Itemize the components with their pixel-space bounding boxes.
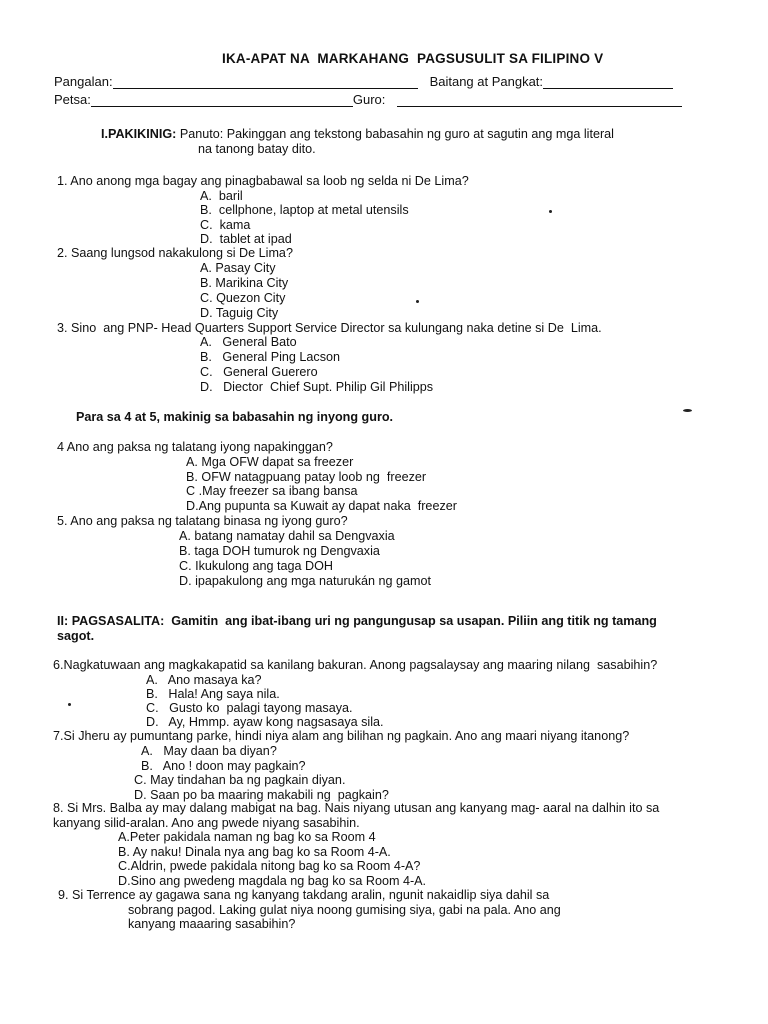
section2-instruction: [57, 614, 657, 629]
section1-instruction-cont: na tanong batay dito.: [198, 142, 316, 156]
q2-choice-b[interactable]: B. Marikina City: [200, 276, 289, 290]
date-label: Petsa:: [54, 92, 91, 107]
scan-speck: [68, 703, 71, 706]
q8-choice-c[interactable]: C.Aldrin, pwede pakidala nitong bag ko sa Room 4-A?: [118, 859, 421, 873]
question-3: 3. Sino ang PNP- Head Quarters Support Service Director sa kulungang naka detine si De Lima.: [57, 321, 602, 335]
section2-heading: II: PAGSASALITA:: [57, 614, 165, 628]
q1-choice-d[interactable]: D. tablet at ipad: [200, 232, 292, 246]
q4-choice-d[interactable]: D.Ang pupunta sa Kuwait ay dapat naka freezer: [186, 499, 457, 513]
section2-instruction-cont: sagot.: [57, 629, 95, 643]
question-1: 1. Ano anong mga bagay ang pinagbabawal sa loob ng selda ni De Lima?: [57, 174, 469, 188]
question-6: 6.Nagkatuwaan ang magkakapatid sa kanilang bakuran. Anong pagsalaysay ang maaring nilang sasabihin?: [53, 658, 658, 672]
question-8: 8. Si Mrs. Balba ay may dalang mabigat na bag. Nais niyang utusan ang kanyang mag- aaral na dalhin ito sa: [53, 801, 660, 815]
question-9-cont: sobrang pagod. Laking gulat niya noong gumising siya, gabi na pala. Ano ang: [128, 903, 561, 917]
teacher-label: Guro:: [352, 92, 386, 107]
date-teacher-row: [54, 92, 682, 107]
q6-choice-a[interactable]: A. Ano masaya ka?: [146, 673, 262, 687]
q6-choice-b[interactable]: B. Hala! Ang saya nila.: [146, 687, 280, 701]
question-4: 4 Ano ang paksa ng talatang iyong napakinggan?: [57, 440, 333, 454]
q5-choice-a[interactable]: A. batang namatay dahil sa Dengvaxia: [179, 529, 395, 543]
q1-choice-a[interactable]: A. baril: [200, 189, 243, 203]
q2-choice-d[interactable]: D. Taguig City: [200, 306, 279, 320]
question-2: 2. Saang lungsod nakakulong si De Lima?: [57, 246, 293, 260]
name-grade-row: [54, 74, 673, 89]
q1-choice-b[interactable]: B. cellphone, laptop at metal utensils: [200, 203, 409, 217]
question-8-cont: kanyang silid-aralan. Ano ang pwede niyang sasabihin.: [53, 816, 360, 830]
q3-choice-b[interactable]: B. General Ping Lacson: [200, 350, 341, 364]
q8-choice-d[interactable]: D.Sino ang pwedeng magdala ng bag ko sa Room 4-A.: [118, 874, 427, 888]
question-7: 7.Si Jheru ay pumuntang parke, hindi niya alam ang bilihan ng pagkain. Ano ang maari niyang itanong?: [53, 729, 630, 743]
q5-choice-c[interactable]: C. Ikukulong ang taga DOH: [179, 559, 334, 573]
q3-choice-d[interactable]: D. Diector Chief Supt. Philip Gil Philipps: [200, 380, 434, 394]
teacher-field[interactable]: [397, 94, 682, 107]
name-label: Pangalan:: [54, 74, 113, 89]
section1-instruction-text: Panuto: Pakinggan ang tekstong babasahin ng guro at sagutin ang mga literal: [176, 127, 614, 141]
q8-choice-a[interactable]: A.Peter pakidala naman ng bag ko sa Room 4: [118, 830, 376, 844]
question-9: 9. Si Terrence ay gagawa sana ng kanyang takdang aralin, ngunit nakaidlip siya dahil sa: [58, 888, 550, 902]
section1-instruction: [101, 127, 614, 142]
q3-choice-a[interactable]: A. General Bato: [200, 335, 297, 349]
q6-choice-c[interactable]: C. Gusto ko palagi tayong masaya.: [146, 701, 353, 715]
section1-heading: I.PAKIKINIG:: [101, 127, 177, 141]
q4-choice-b[interactable]: B. OFW natagpuang patay loob ng freezer: [186, 470, 427, 484]
grade-label: Baitang at Pangkat:: [429, 74, 544, 89]
q3-choice-c[interactable]: C. General Guerero: [200, 365, 318, 379]
name-field[interactable]: [113, 76, 418, 89]
q4-choice-c[interactable]: C .May freezer sa ibang bansa: [186, 484, 358, 498]
question-9-cont-2: kanyang maaaring sasabihin?: [128, 917, 296, 931]
q4-choice-a[interactable]: A. Mga OFW dapat sa freezer: [186, 455, 354, 469]
q2-choice-c[interactable]: C. Quezon City: [200, 291, 286, 305]
q6-choice-d[interactable]: D. Ay, Hmmp. ayaw kong nagsasaya sila.: [146, 715, 384, 729]
q7-choice-b[interactable]: B. Ano ! doon may pagkain?: [141, 759, 306, 773]
date-field[interactable]: [91, 94, 353, 107]
q2-choice-a[interactable]: A. Pasay City: [200, 261, 276, 275]
sub-instruction: Para sa 4 at 5, makinig sa babasahin ng inyong guro.: [76, 410, 394, 424]
q1-choice-c[interactable]: C. kama: [200, 218, 251, 232]
q7-choice-d[interactable]: D. Saan po ba maaring makabili ng pagkain?: [134, 788, 389, 802]
q5-choice-d[interactable]: D. ipapakulong ang mga naturukán ng gamot: [179, 574, 432, 588]
scan-speck: [549, 210, 552, 213]
question-5: 5. Ano ang paksa ng talatang binasa ng iyong guro?: [57, 514, 348, 528]
exam-title: IKA-APAT NA MARKAHANG PAGSUSULIT SA FILIPINO V: [222, 51, 604, 66]
q7-choice-a[interactable]: A. May daan ba diyan?: [141, 744, 277, 758]
section2-instruction-text: Gamitin ang ibat-ibang uri ng pangungusap sa usapan. Piliin ang titik ng tamang: [164, 614, 657, 628]
scan-speck: [416, 300, 419, 303]
q5-choice-b[interactable]: B. taga DOH tumurok ng Dengvaxia: [179, 544, 380, 558]
q8-choice-b[interactable]: B. Ay naku! Dinala nya ang bag ko sa Room 4-A.: [118, 845, 391, 859]
scan-speck: [683, 409, 692, 412]
grade-section-field[interactable]: [543, 76, 673, 89]
q7-choice-c[interactable]: C. May tindahan ba ng pagkain diyan.: [134, 773, 346, 787]
